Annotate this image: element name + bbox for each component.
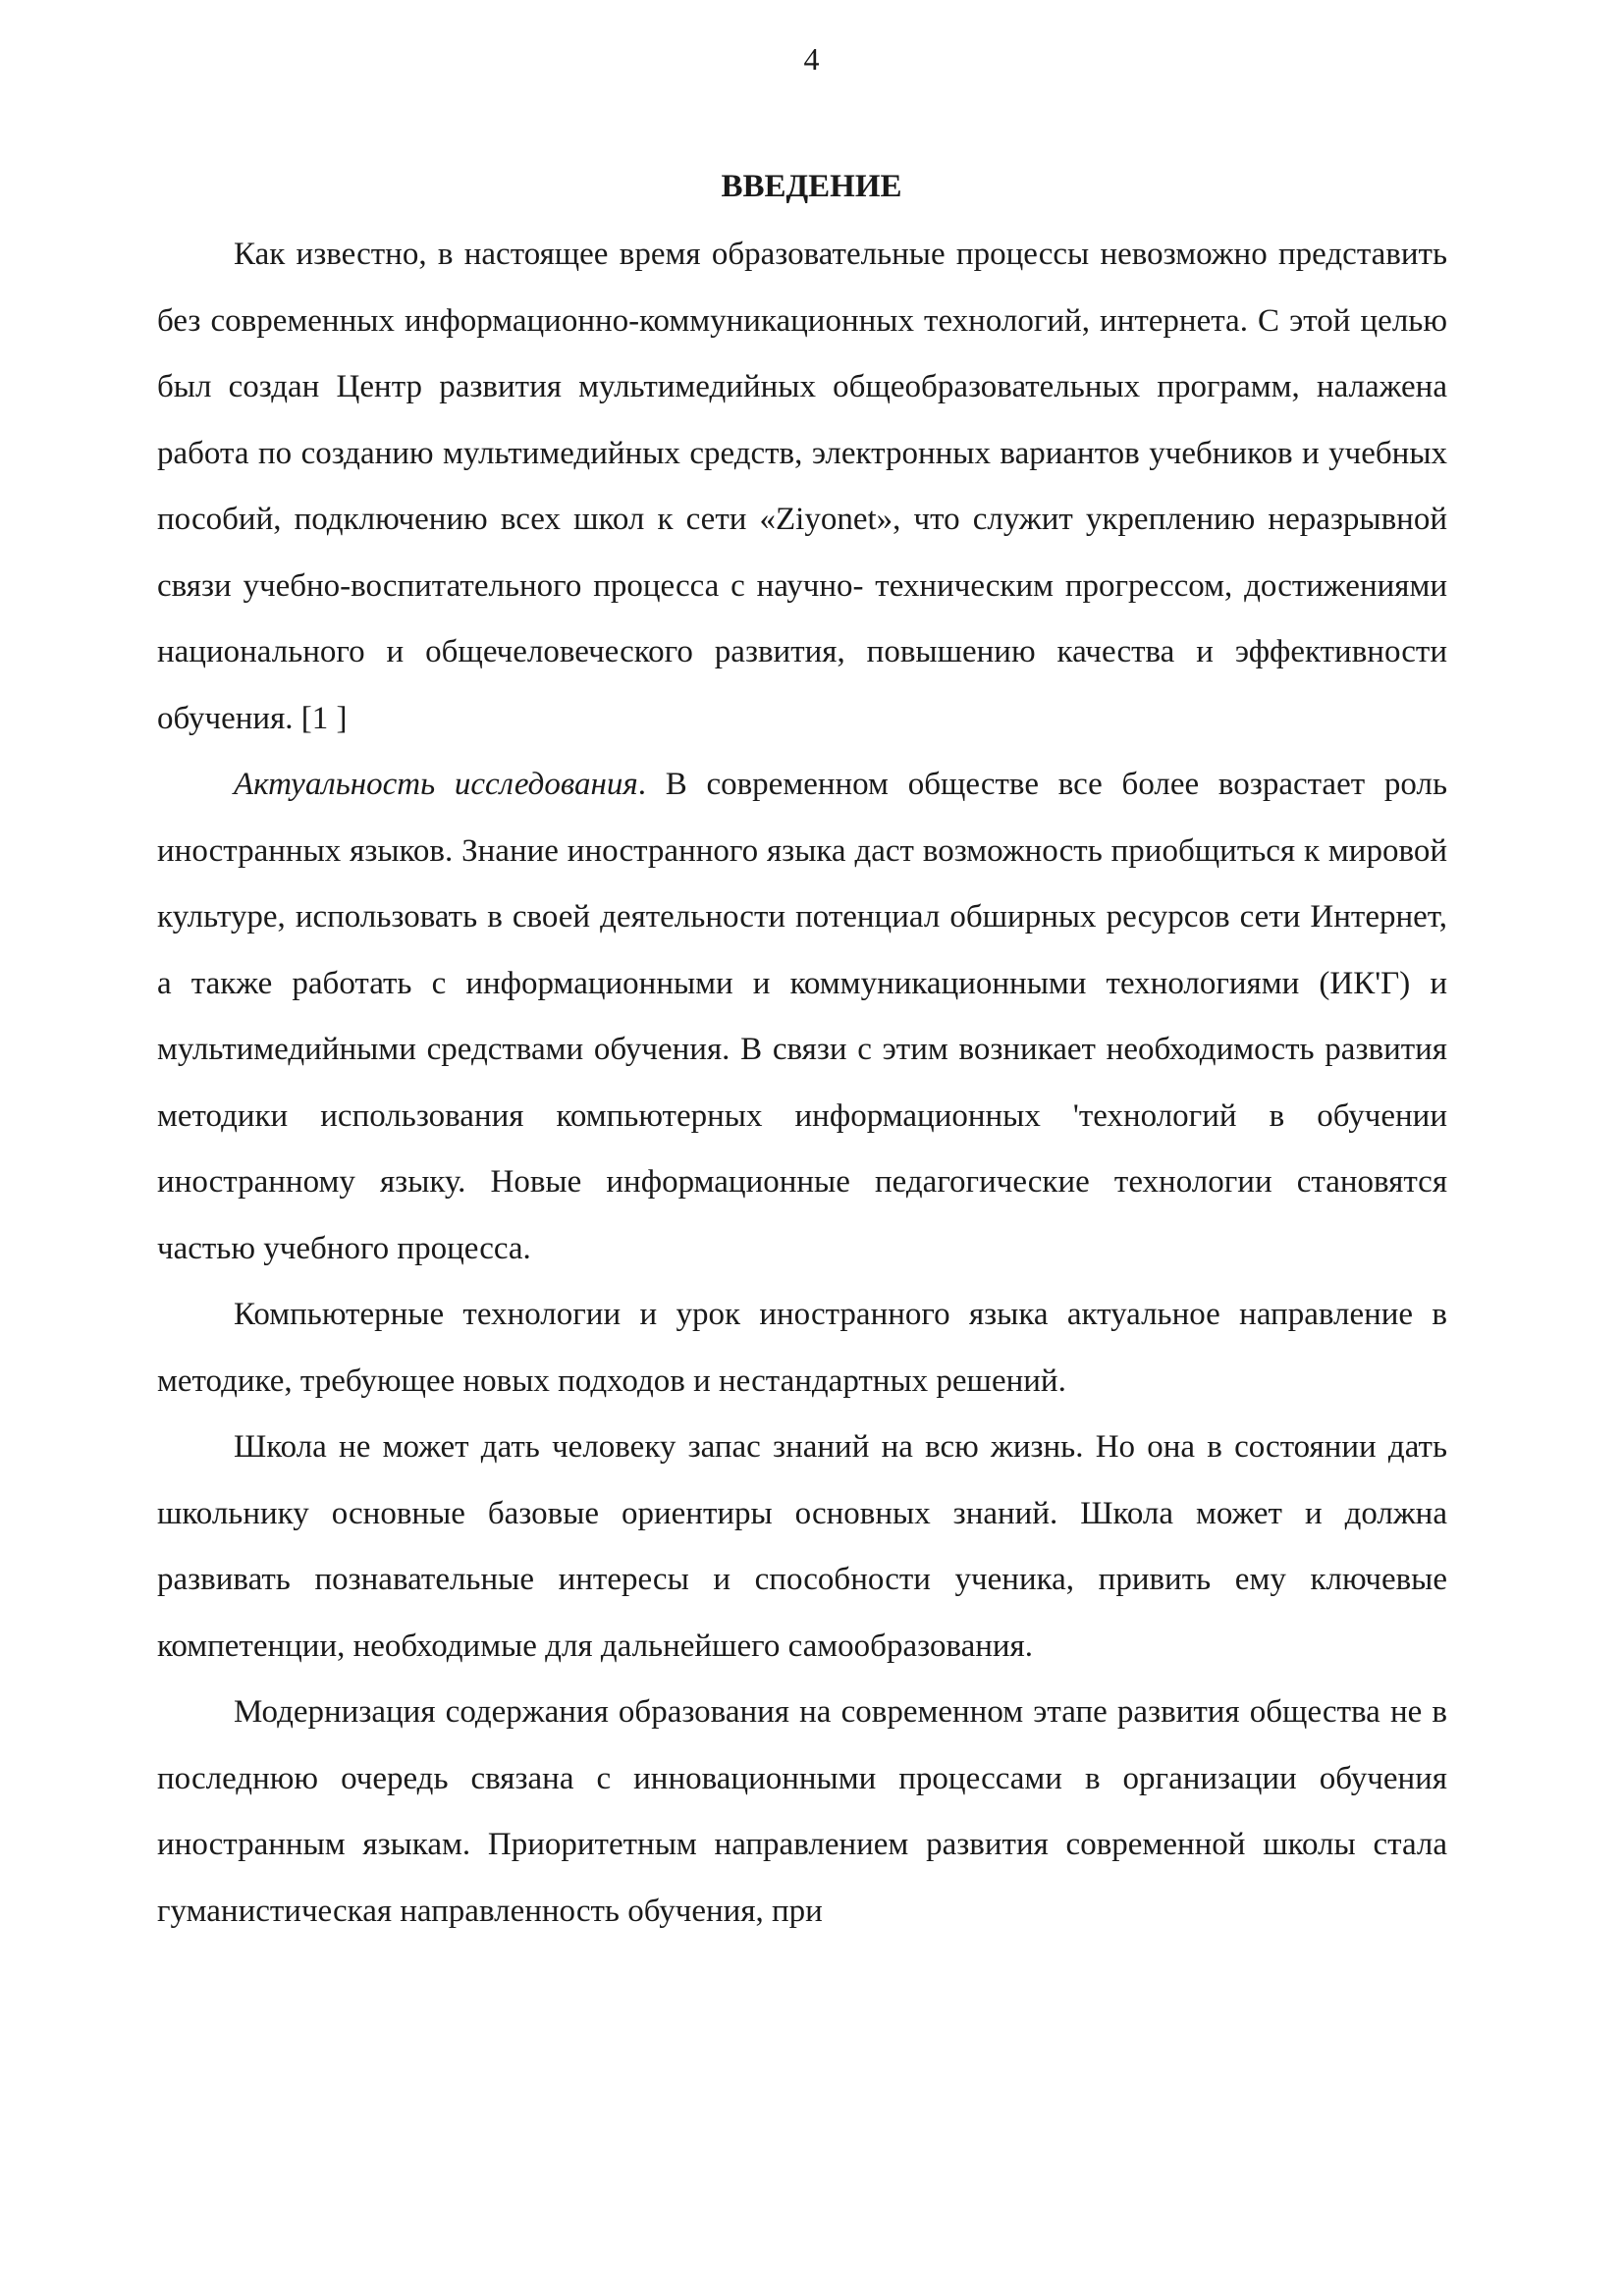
- paragraph-intro-text: Как известно, в настоящее время образовательные процессы невозможно представить без современных информационно-коммуникационных технологий, интернета. С этой целью был создан Центр развития мультимедийных общеобразовательных программ, налажена работа по созданию мультимедийных средств, электронных вариантов учебников и учебных пособий, подключению всех школ к сети «Ziyonet», что служит укреплению неразрывной связи учебно-воспитательного процесса с научно- техническим прогрессом, достижениями национального и общечеловеческого развития, повышению качества и эффективности обучения. [1 ]: [157, 237, 1447, 736]
- paragraph-modernization-text: Модернизация содержания образования на современном этапе развития общества не в последнюю очередь связана с инновационными процессами в организации обучения иностранным языкам. Приоритетным направлением развития современной школы стала гуманистическая направленность обучения, при: [157, 1694, 1447, 1929]
- section-heading: ВВЕДЕНИЕ: [721, 169, 902, 204]
- paragraph-school: [157, 1415, 1447, 1680]
- paragraph-intro: [157, 222, 1447, 752]
- paragraph-computer-tech: [157, 1282, 1447, 1415]
- relevance-lead: Актуальность исследования: [234, 767, 638, 802]
- paragraph-school-text: Школа не может дать человеку запас знаний на всю жизнь. Но она в состоянии дать школьнику основные базовые ориентиры основных знаний. Школа может и должна развивать познавательные интересы и способности ученика, привить ему ключевые компетенции, необходимые для дальнейшего самообразования.: [157, 1429, 1447, 1664]
- paragraph-modernization: [157, 1680, 1447, 1945]
- body-text: [157, 222, 1447, 1945]
- paragraph-computer-tech-text: Компьютерные технологии и урок иностранного языка актуальное направление в методике, требующее новых подходов и нестандартных решений.: [157, 1297, 1447, 1399]
- page-number: 4: [803, 41, 820, 77]
- paragraph-relevance: [157, 752, 1447, 1282]
- paragraph-relevance-text: . В современном обществе все более возрастает роль иностранных языков. Знание иностранного языка даст возможность приобщиться к мировой культуре, использовать в своей деятельности потенциал обширных ресурсов сети Интернет, а также работать с информационными и коммуникационными технологиями (ИК'Г) и мультимедийными средствами обучения. В связи с этим возникает необходимость развития методики использования компьютерных информационных 'технологий в обучении иностранному языку. Новые информационные педагогические технологии становятся частью учебного процесса.: [157, 767, 1447, 1266]
